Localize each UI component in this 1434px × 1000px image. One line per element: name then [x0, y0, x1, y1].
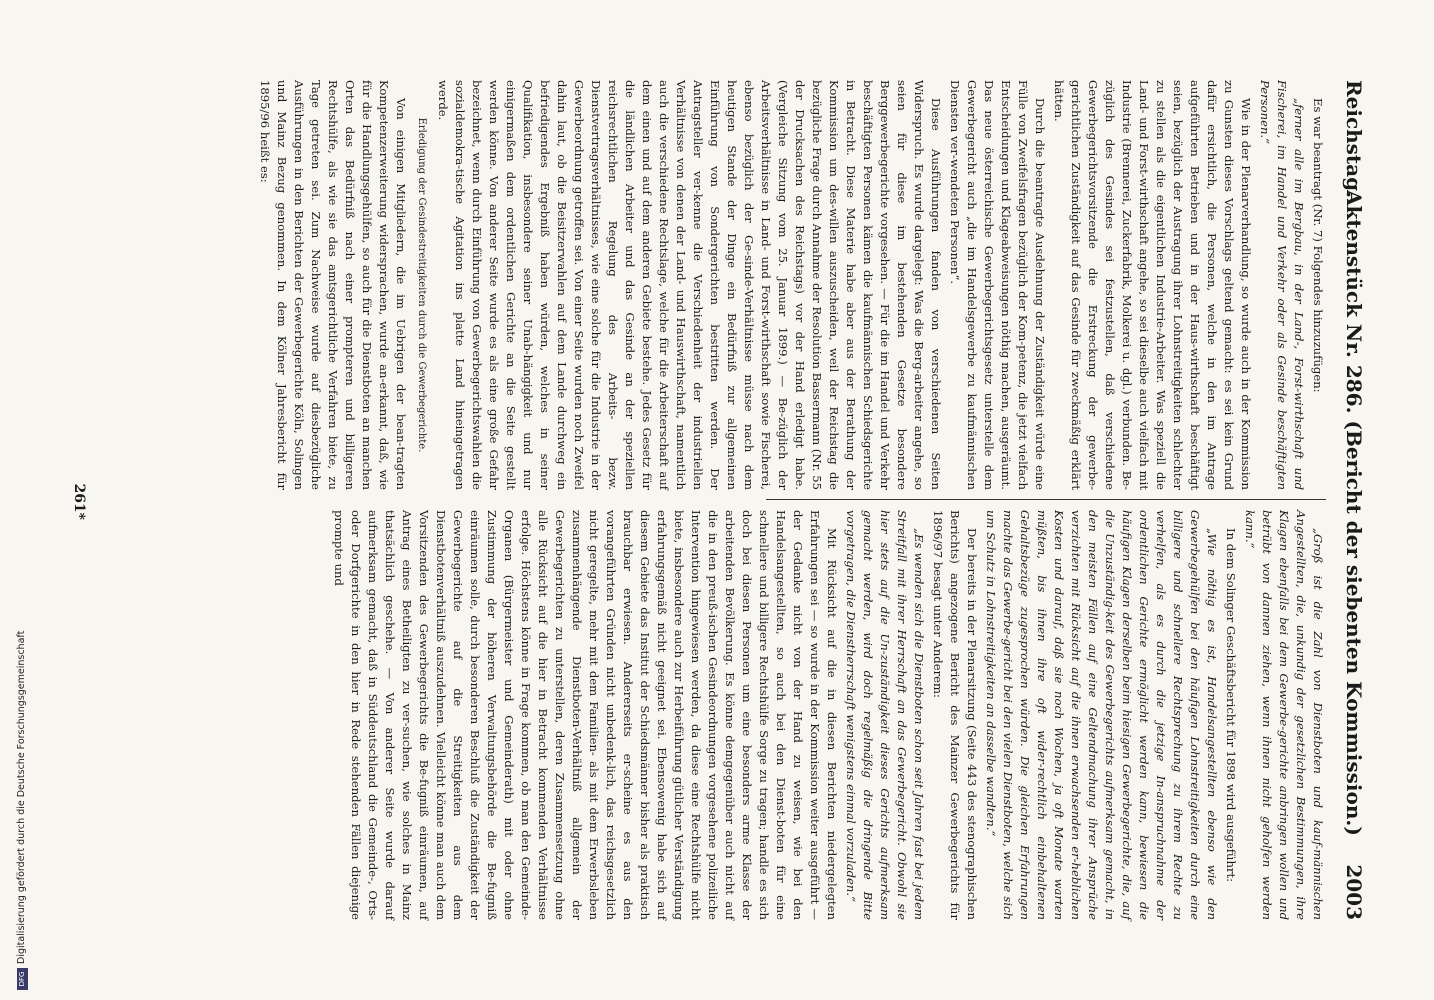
paragraph: In dem Solinger Geschäftsbericht für 1898 wird ausgeführt:	[1224, 528, 1238, 883]
paragraph: Durch die beantragte Ausdehnung der Zuständigkeit würde eine Fülle von Zweifelsfragen bezüglich der Kom-petenz, die jetzt vielfach Entscheidungen und Klageabweisungen nöthig machen, ausgeräumt. Das neue österreichische Gewerbegerichtsgesetz unterstelle dem Gewerbegericht auch „die im Handelsgewerbe zu kaufmännischen Diensten ver-wendeten Personen“.	[948, 80, 1047, 490]
column-divider	[766, 499, 1326, 500]
dfg-logo-icon: DFG	[17, 968, 28, 990]
rotated-page	[52, 40, 1382, 960]
footer	[2, 600, 27, 1000]
header-left: Reichstag.	[1342, 80, 1366, 199]
right-column	[328, 510, 1326, 920]
paragraph: „Wie nöthig es ist, Handelsangestellten ebenso wie den Gewerbegehülfen bei den häufigen Lohnstreitigkeiten durch eine billigere und schnellere Rechtsprechung zu ihrem Rechte zu verhelfen, als es durch die jetzige In-anspruchnahme der ordentlichen Gerichte ermöglicht werden kann, bewiesen die häufigen Klagen derselben beim hiesigen Gewerbegerichte, die, auf die Unzuständig-keit des Gewerbegerichts aufmerksam gemacht, in den meisten Fällen auf eine Geltendmachung ihrer Ansprüche verzichten mit Rücksicht auf die ihnen erwachsenden er-heblichen Kosten und darauf, daß sie noch Wochen, ja oft Monate warten müßten, bis ihnen ihre oft wider-rechtlich einbehaltenen Gehaltsbezüge zugesprochen würden. Die gleichen Erfahrungen machte das Gewerbe-gericht bei den vielen Dienstboten, welche sich um Schutz in Lohnstreitigkeiten an dasselbe wandten.“	[984, 510, 1219, 920]
section-subheading: Erledigung der Gesindestreitigkeiten durch die Gewerbegerichte.	[416, 117, 427, 453]
paragraph: Von einigen Mitgliedern, die im Uebrigen der bean-tragten Kompetenzerweiterung widersprachen, wurde an-erkannt, daß, wie für die Handlungsgehülfen, so auch für die Dienstboten an manchen Orten das Bedürfniß nach einer prompteren und billigeren Rechtshülfe, als wie sie das amtsgerichtliche Verfahren biete, zu Tage getreten sei. Zum Nachweise wurde auf diesbezügliche Ausführungen in den Berichten der Gewerbegerichte Köln, Solingen und Mainz Bezug genommen. In dem Kölner Jahresbericht für 1895/96 heißt es:	[258, 80, 408, 490]
page-header	[1336, 80, 1372, 920]
left-column	[254, 80, 1326, 490]
signature-mark: 261*	[71, 483, 87, 520]
paragraph: „ferner alle im Bergbau, in der Land-, Forst-wirthschaft und Fischerei, im Handel und Verkehr oder als Gesinde beschäftigten Personen.“	[1258, 80, 1306, 490]
header-title: Aktenstück Nr. 286. (Bericht der siebenten Kommission.)	[1342, 190, 1366, 836]
paragraph: Mit Rücksicht auf die in diesen Berichten niedergelegten Erfahrungen sei — so wurde in der Kommission weiter ausgeführt — der Gedanke nicht von der Hand zu weisen, wie bei den Handelsangestellten, so auch bei den Dienst-boten für eine schnellere und billigere Rechtshülfe Sorge zu tragen; handle es sich doch bei diesen Personen um eine besonders arme Klasse der arbeitenden Bevölkerung. Es könne demgegenüber auch nicht auf die in den preuß-ischen Gesindeordnungen vorgesehene polizeiliche Intervention hingewiesen werden, da diese eine Rechtshülfe nicht biete, insbesondere auch zur Herbeiführung gütlicher Verständigung erfahrungsgemäß nicht geeignet sei. Ebensowenig habe sich auf diesem Gebiete das Institut der Schiedsmänner bisher als praktisch brauchbar erwiesen. Andererseits er-scheine es aus den vorangeführten Gründen nicht unbedenk-lich, das reichsgesetzlich nicht geregelte, mehr mit dem Familien- als mit dem Erwerbsleben zusammenhängende Dienstboten-Verhältniß allgemein der Gewerbegerichten zu unterstellen, deren Zusammensetzung ohne alle Rücksicht auf die hier in Betracht kommenden Verhältnisse erfolge. Höchstens könne in Frage kommen, ob man den Gemeinde-Organen (Bürgermeister und Gemeinderath) mit oder ohne Zustimmung der höheren Verwaltungsbehörde die Be-fugniß einräumen solle, durch besonderen Beschluß die Zuständigkeit der Gewerbegerichte auf die Streitigkeiten aus dem Dienstbotenverhältniß auszudehnen. Vielleicht könne man auch dem Vorsitzenden des Gewerbegerichts die Be-fugniß einräumen, auf Antrag eines Betheiligten zu ver-suchen, wie solches in Mainz thatsächlich geschehe. — Von anderer Seite wurde darauf aufmerksam gemacht, daß in Süddeutschland die Gemeinde-, Orts- oder Dorfgerichte in den hier in Rede stehenden Fällen diejenige prompte und	[332, 510, 839, 920]
paragraph: Wie in der Plenarverhandlung, so wurde auch in der Kommission zu Gunsten dieses Vorschlags geltend gemacht: es sei kein Grund dafür ersichtlich, die Personen, welche in den im Antrage aufgeführten Betrieben und in der Haus-wirthschaft beschäftigt seien, bezüglich der Austragung ihrer Lohnstreitigkeiten schlechter zu stellen als die eigentlichen Industrie-Arbeiter. Was speziell die Land- und Forst-wirthschaft angehe, so sei dieselbe auch vielfach mit Industrie (Brennerei, Zuckerfabrik, Molkerei u. dgl.) verbunden. Be-züglich des Gesindes sei festzustellen, daß verschiedene Gewerbegerichtsvorsitzende die Erstreckung der gewerbe-gerichtlichen Zuständigkeit auf das Gesinde für zweckmäßig erklärt hätten.	[1052, 80, 1253, 490]
paragraph: „Es wenden sich die Dienstboten schon seit Jahren fast bei jedem Streitfall mit ihrer Herrschaft an das Gewerbegericht. Obwohl sie hier stets auf die Un-zuständigkeit dieses Gerichts aufmerksam gemacht werden, wird doch regelmäßig die dringende Bitte vorgetragen, die Dienstherrschaft wenigstens einmal vorzuladen.“	[844, 510, 926, 920]
paragraph: Es war beantragt (Nr. 7) Folgendes hinzuzufügen:	[1311, 98, 1325, 393]
page-number: 2003	[1342, 864, 1366, 920]
paragraph: Der bereits in der Plenarsitzung (Seite 443 des stenographischen Berichts) angezogene Bericht des Mainzer Gewerbegerichts für 1896/97 besagt unter Anderem:	[931, 510, 979, 920]
footer-credit	[16, 631, 28, 990]
paragraph: „Groß ist die Zahl von Dienstboten und kauf-männischen Angestellten, die, unkundig der gesetzlichen Bestimmungen, ihre Klagen ebenfalls bei dem Gewerbe-gerichte anbringen wollen und betrübt von dannen ziehen, wenn ihnen nicht geholfen werden kann.“	[1243, 510, 1325, 920]
footer-text: Digitalisierung gefördert durch die Deutsche Forschungsgemeinschaft	[16, 630, 27, 964]
paragraph: Diese Ausführungen fanden von verschiedenen Seiten Widerspruch. Es wurde dargelegt: Was die Berg-arbeiter angehe, so seien für diese im bestehenden Gesetze besondere Berggewerbegerichte vorgesehen. — Für die im Handel und Verkehr beschäftigten Personen kämen die kaufmännischen Schiedsgerichte in Betracht. Diese Materie habe aber aus der Berathung der Kommission um des-willen auszuscheiden, weil der Reichstag die bezügliche Frage durch Annahme der Resolution Bassermann (Nr. 55 der Drucksachen des Reichstags) vor der Hand erledigt habe. (Vergleiche Sitzung vom 25. Januar 1899.) — Be-züglich der Arbeitsverhältnisse in Land- und Forst-wirthschaft sowie Fischerei, ebenso bezüglich der Ge-sinde-Verhältnisse müsse nach dem heutigen Stande der Dinge ein Bedürfniß zur allgemeinen Einführung von Sondergerichten bestritten werden. Der Antragsteller ver-kenne die Verschiedenheit der industriellen Verhältnisse von denen der Land- und Hauswirthschaft, namentlich auch die verschiedene Rechtslage, welche für die Arbeiterschaft auf dem einen und auf dem anderen Gebiete bestehe. Jedes Gesetz für die ländlichen Arbeiter und das Gesinde an der speziellen reichsrechtlichen Regelung des Arbeits- bezw. Dienstvertragsverhältnisses, wie eine solche für die Industrie in der Gewerbeordnung getroffen sei. Von einer Seite wurden noch Zweifel dahin laut, ob die Beisitzerwahlen auf dem Lande durchweg ein befriedigendes Ergebniß haben würden, welches in seiner Qualifikation, insbesondere seiner Unab-hängigkeit und nur einigermaßen dem ordentlichen Gerichte an die Seite gestellt werden könne. Von anderer Seite wurde es als eine große Gefahr bezeichnet, wenn durch Einführung von Gewerbegerichtswahlen die sozialdemokra-tische Agitation ins platte Land hineingetragen werde.	[436, 80, 943, 490]
